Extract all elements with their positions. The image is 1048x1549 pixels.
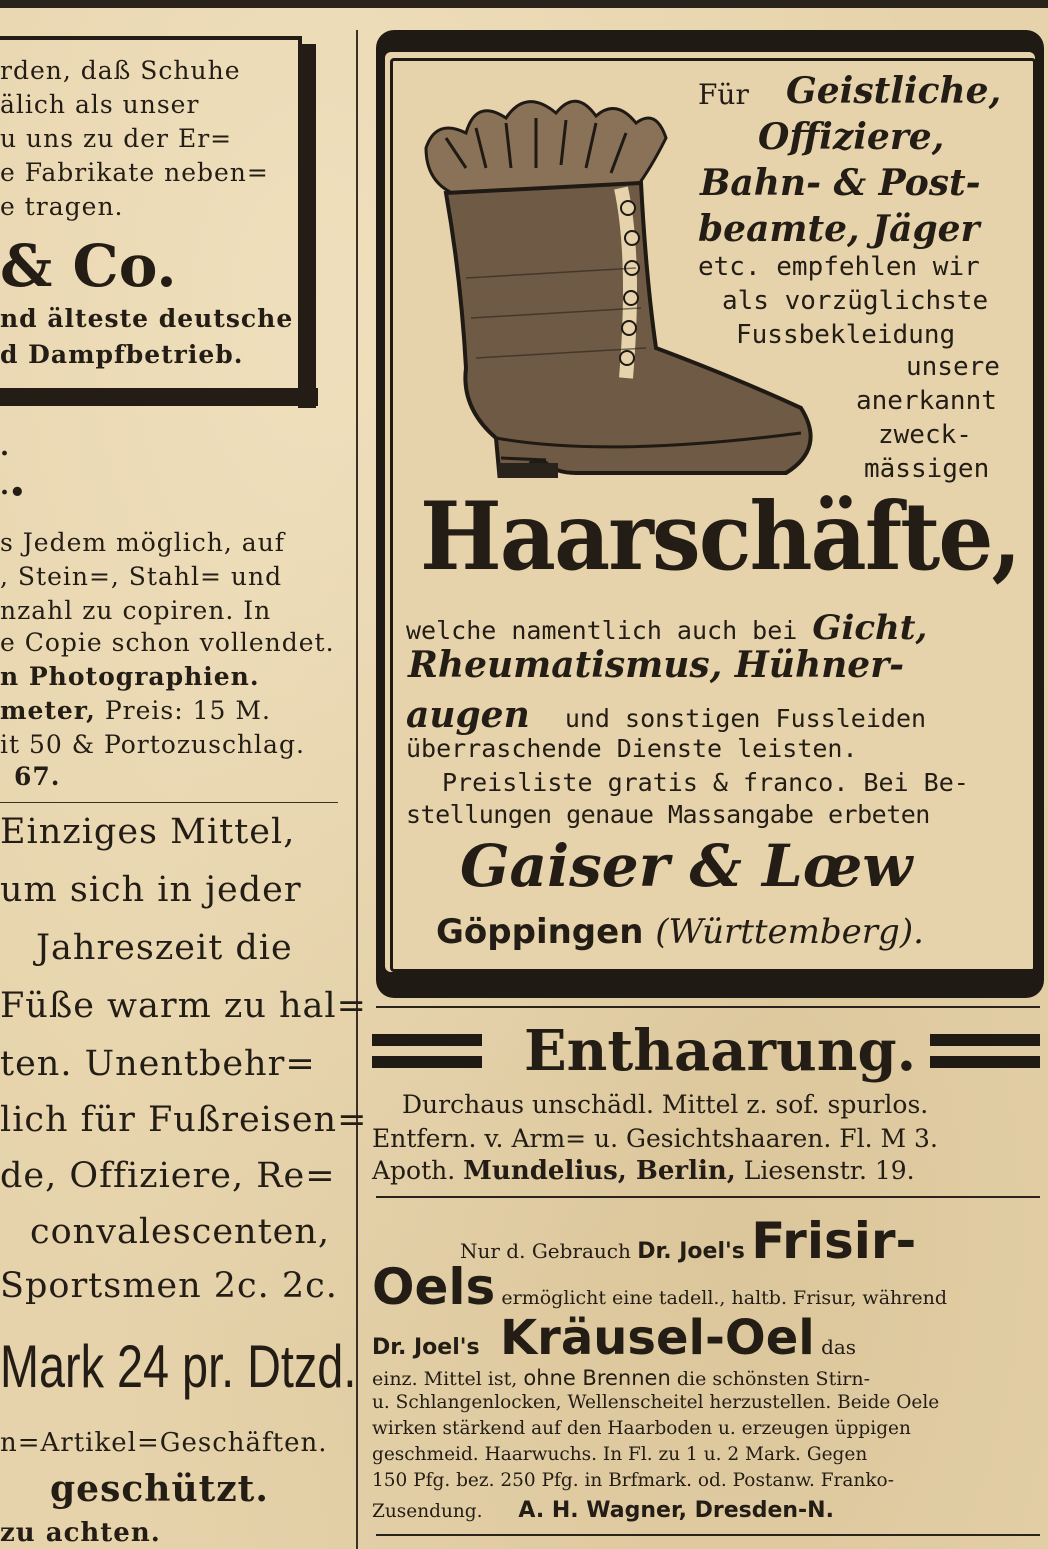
text-line-preis: Preisliste gratis & franco. Bei Be- <box>442 768 969 797</box>
enth-line-2: Entfern. v. Arm= u. Gesichtshaaren. Fl. M 3. <box>372 1124 938 1153</box>
ad3-price: Mark 24 pr. Dtzd. <box>0 1333 357 1400</box>
text-line-1b: Gicht, <box>812 608 928 648</box>
ad1-line-3: u uns zu der Er= <box>0 124 233 153</box>
frisir-l3c: das <box>821 1335 857 1359</box>
ad1-bottom-1: nd älteste deutsche <box>0 304 294 333</box>
ad2-price-b: Preis: 15 M. <box>95 696 271 725</box>
intro-line-3: Bahn- & Post- <box>700 162 981 204</box>
ad3-line-1: Einziges Mittel, <box>0 812 296 852</box>
headline: Haarschäfte, <box>420 482 1020 592</box>
frame-shadow-bottom <box>0 388 318 406</box>
text-line-1 <box>406 608 927 648</box>
frisir-l9b: A. H. Wagner, Dresden-N. <box>518 1498 834 1523</box>
text-line-augen-rest: und sonstigen Fussleiden <box>564 704 927 733</box>
ad2-porto: it 50 & Portozuschlag. <box>0 730 305 759</box>
enth-title: Enthaarung. <box>524 1018 917 1084</box>
ad2-line-3: nzahl zu copiren. In <box>0 596 272 625</box>
frisir-l1a: Nur d. Gebrauch <box>460 1239 631 1263</box>
frisir-l2a: Oels <box>372 1258 496 1316</box>
enth-line-3b: Mundelius, Berlin, <box>463 1156 736 1186</box>
ad3-shops: n=Artikel=Geschäften. <box>0 1428 328 1458</box>
frisir-l7: geschmeid. Haarwuchs. In Fl. zu 1 u. 2 Mark. Gegen <box>372 1444 868 1465</box>
ad1-bottom-2: d Dampfbetrieb. <box>0 340 244 369</box>
body-line-7: mässigen <box>864 454 990 484</box>
ad2-line-4: e Copie schon vollendet. <box>0 628 335 657</box>
intro-line-4: beamte, Jäger <box>698 208 980 250</box>
text-line-best: stellungen genaue Massangabe erbeten <box>406 800 930 829</box>
body-line-2: als vorzüglichste <box>722 286 989 316</box>
ad2-bold-line: n Photographien. <box>0 662 260 691</box>
frisir-l1c: Frisir- <box>751 1212 917 1270</box>
enth-line-3c: Liesenstr. 19. <box>743 1156 915 1185</box>
ad2-number: 67. <box>14 762 61 791</box>
frisir-l5: u. Schlangenlocken, Wellenscheitel herzustellen. Beide Oele <box>372 1392 940 1413</box>
frame-shadow-right <box>298 44 316 408</box>
frisir-l4a: einz. Mittel ist, <box>372 1368 518 1390</box>
enth-line-3a: Apoth. <box>372 1156 456 1185</box>
frisir-l3a: Dr. Joel's <box>372 1335 480 1360</box>
separator <box>376 1534 1040 1536</box>
ad3-note: zu achten. <box>0 1518 161 1548</box>
place-b: (Württemberg). <box>655 912 924 952</box>
frisir-l4b: ohne Brennen <box>523 1366 671 1390</box>
body-line-6: zweck- <box>878 420 972 450</box>
ad1-line-4: e Fabrikate neben= <box>0 158 269 187</box>
separator <box>0 802 338 803</box>
ad3-line-9: Sportsmen 2c. 2c. <box>0 1266 338 1306</box>
body-line-1: etc. empfehlen wir <box>698 252 980 282</box>
ad2-line-1: s Jedem möglich, auf <box>0 528 286 557</box>
intro-line-2: Offiziere, <box>758 116 945 158</box>
frisir-l3b: Kräusel-Oel <box>499 1310 815 1366</box>
frisir-l6: wirken stärkend auf den Haarboden u. erzeugen üppigen <box>372 1418 911 1439</box>
firm-name: Gaiser & Lœw <box>460 832 913 900</box>
frisir-l2b: ermöglicht eine tadell., haltb. Frisur, während <box>501 1287 947 1309</box>
rule-bar <box>930 1034 1040 1046</box>
frisir-l8: 150 Pfg. bez. 250 Pfg. in Brfmark. od. Postanw. Franko- <box>372 1470 894 1491</box>
body-line-5: anerkannt <box>856 386 997 416</box>
rule-bar <box>372 1056 482 1068</box>
frisir-l9a: Zusendung. <box>372 1501 483 1522</box>
column-rule <box>356 30 358 1549</box>
ad2-price-a: meter, <box>0 696 96 725</box>
ad3-line-4: Füße warm zu hal= <box>0 986 367 1026</box>
ad3-line-6: lich für Fußreisen= <box>0 1100 368 1140</box>
ad3-line-8: convalescenten, <box>30 1212 331 1252</box>
place-a: Göppingen <box>436 912 644 952</box>
frisir-l1b: Dr. Joel's <box>637 1239 745 1264</box>
body-line-4: unsere <box>906 352 1000 382</box>
intro-line-1: Geistliche, <box>786 70 1002 112</box>
ad2-line-2: , Stein=, Stahl= und <box>0 562 283 591</box>
text-line-1a: welche namentlich auch bei <box>406 616 798 645</box>
fragment-mark: . <box>0 432 10 462</box>
ad1-line-2: älich als unser <box>0 90 200 119</box>
ad3-line-5: ten. Unentbehr= <box>0 1044 316 1084</box>
separator <box>376 1196 1040 1198</box>
text-line-rheum: Rheumatismus, Hühner- <box>408 644 905 686</box>
separator <box>376 1006 1040 1008</box>
ad3-line-3: Jahreszeit die <box>36 928 293 968</box>
ad3-line-2: um sich in jeder <box>0 870 302 910</box>
intro-fur: Für <box>698 78 749 111</box>
ad1-line-5: e tragen. <box>0 192 124 221</box>
enth-line-1: Durchaus unschädl. Mittel z. sof. spurlos. <box>402 1090 929 1119</box>
haarschaefte-ad <box>376 30 1046 1000</box>
fragment-mark: ·• <box>0 478 26 508</box>
text-line-augen: augen <box>406 694 530 736</box>
body-line-3: Fussbekleidung <box>736 320 956 350</box>
frisir-l4c: die schönsten Stirn- <box>676 1368 871 1390</box>
text-line-uber: überraschende Dienste leisten. <box>406 734 858 763</box>
ad1-line-1: rden, daß Schuhe <box>0 56 241 85</box>
rule-bar <box>372 1034 482 1046</box>
ad3-line-7: de, Offiziere, Re= <box>0 1156 336 1196</box>
ad3-protected: geschützt. <box>50 1468 269 1510</box>
top-rule <box>0 0 1048 8</box>
ad1-company: & Co. <box>0 232 177 300</box>
left-ad-box-1 <box>0 36 318 412</box>
rule-bar <box>930 1056 1040 1068</box>
